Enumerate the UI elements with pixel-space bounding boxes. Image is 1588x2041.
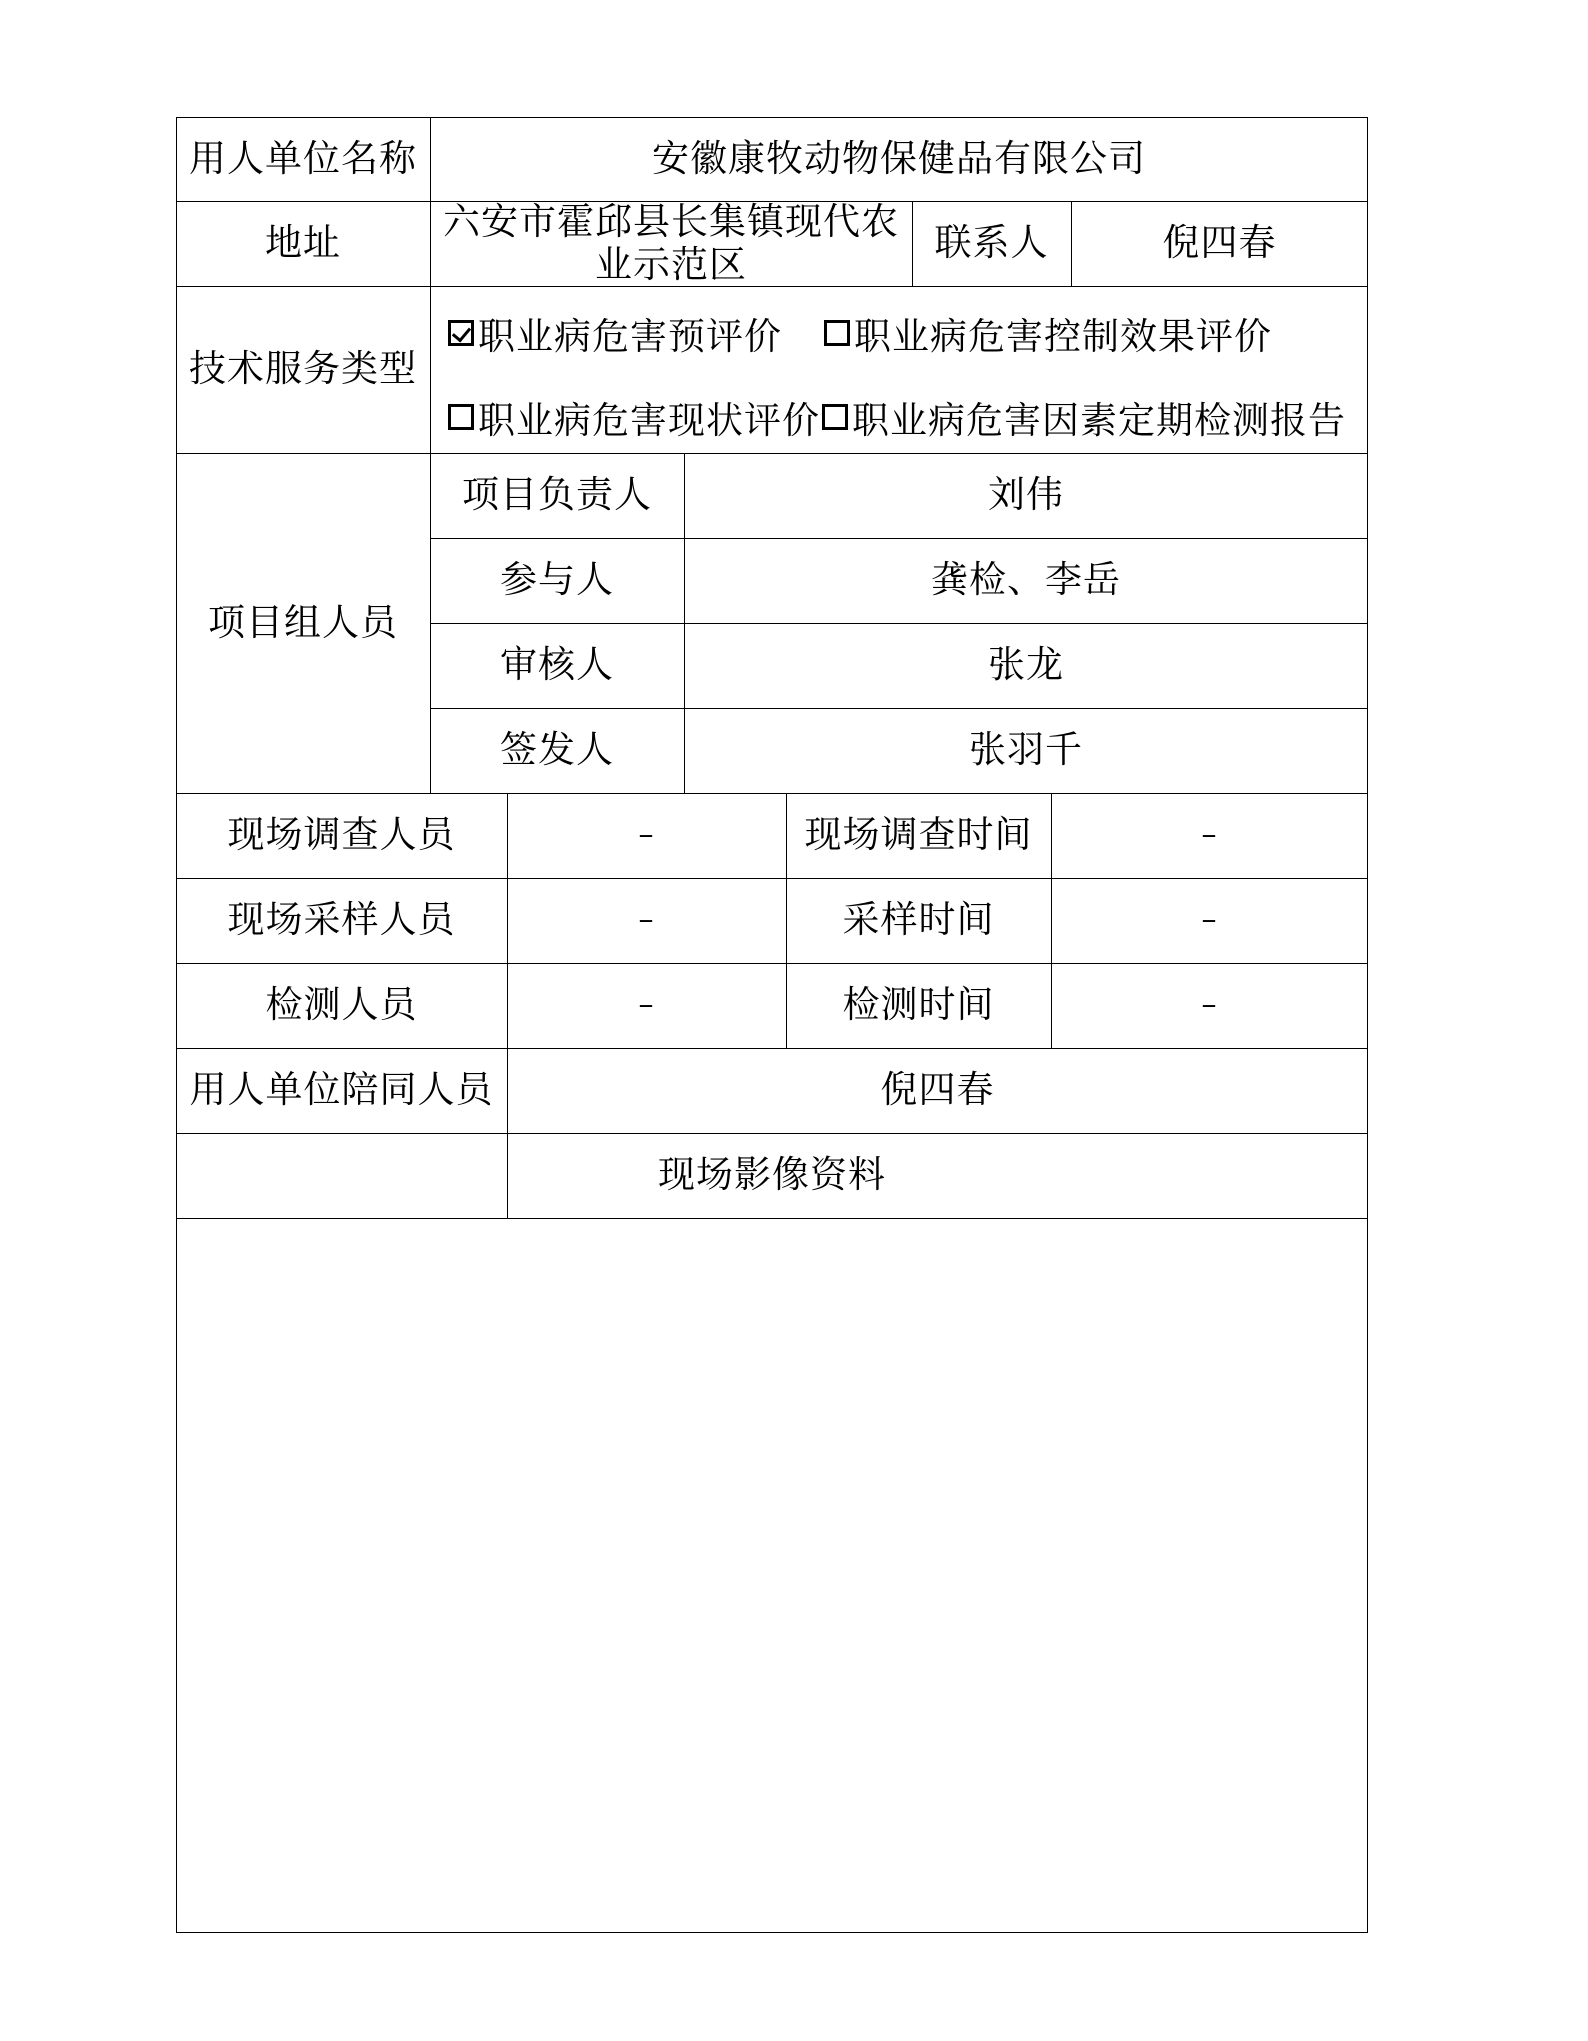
option-control-effect[interactable] [824, 306, 1272, 360]
unchecked-box-icon [824, 320, 850, 346]
address-label: 地址 [265, 221, 341, 265]
team-name-issuer: 张羽千 [969, 728, 1083, 772]
contact-name: 倪四春 [1162, 221, 1277, 265]
team-label: 项目组人员 [208, 600, 398, 644]
survey-staff-value: – [638, 817, 655, 853]
survey-time-value: – [1201, 817, 1218, 853]
contact-label: 联系人 [934, 221, 1049, 265]
record-form-table [176, 117, 1368, 1933]
team-role-issuer: 签发人 [500, 728, 614, 772]
team-role-reviewer: 审核人 [500, 643, 614, 687]
checked-box-icon [448, 320, 474, 346]
team-name-participant: 龚检、李岳 [931, 558, 1121, 602]
option-pre-assessment[interactable] [448, 306, 782, 360]
survey-time-label: 现场调查时间 [804, 813, 1033, 857]
service-type-options-row-1 [448, 311, 1272, 358]
employer-name: 安徽康牧动物保健品有限公司 [652, 136, 1146, 180]
option-periodic-detection[interactable] [822, 390, 1346, 444]
team-role-leader: 项目负责人 [462, 473, 652, 517]
detection-time-value: – [1201, 987, 1218, 1023]
media-section-title: 现场影像资料 [658, 1153, 886, 1197]
detection-staff-value: – [638, 987, 655, 1023]
sampling-time-value: – [1201, 902, 1218, 938]
option-status-assessment[interactable] [448, 390, 820, 444]
sampling-time-label: 采样时间 [842, 898, 995, 942]
address-value: 六安市霍邱县长集镇现代农业示范区 [443, 199, 899, 286]
sampling-staff-label: 现场采样人员 [227, 898, 456, 942]
option-label: 职业病危害因素定期检测报告 [852, 399, 1346, 442]
detection-time-label: 检测时间 [842, 983, 995, 1027]
escort-label: 用人单位陪同人员 [189, 1068, 494, 1112]
sampling-staff-value: – [638, 902, 655, 938]
detection-staff-label: 检测人员 [265, 983, 418, 1027]
option-label: 职业病危害控制效果评价 [854, 315, 1272, 358]
employer-label: 用人单位名称 [189, 136, 417, 180]
survey-staff-label: 现场调查人员 [227, 813, 456, 857]
option-label: 职业病危害现状评价 [478, 399, 820, 442]
team-name-leader: 刘伟 [988, 473, 1064, 517]
escort-value: 倪四春 [880, 1068, 995, 1112]
option-label: 职业病危害预评价 [478, 315, 782, 358]
unchecked-box-icon [448, 404, 474, 430]
service-type-label: 技术服务类型 [189, 347, 417, 391]
service-type-options-row-2 [448, 395, 1346, 442]
team-name-reviewer: 张龙 [988, 643, 1064, 687]
team-role-participant: 参与人 [500, 558, 614, 602]
media-photo-area [176, 1218, 1368, 1932]
unchecked-box-icon [822, 404, 848, 430]
